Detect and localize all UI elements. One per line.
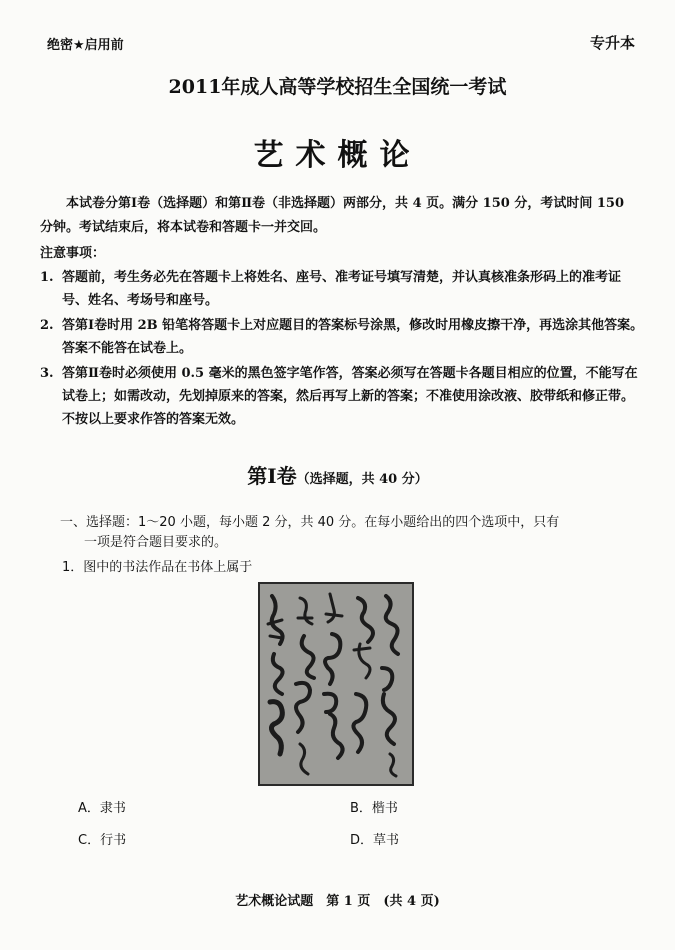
- exam-level-label: 专升本: [589, 34, 635, 52]
- section-line-1: 一、选择题：1～20 小题，每小题 2 分，共 40 分。在每小题给出的四个选项中，只有: [60, 515, 560, 530]
- section-line-2: 一项是符合题目要求的。: [84, 535, 228, 550]
- part-title-main: 第Ⅰ卷: [247, 464, 297, 488]
- part-title: [0, 460, 675, 489]
- part-title-sub: （选择题，共 40 分）: [296, 472, 428, 487]
- exam-intro: 本试卷分第Ⅰ卷（选择题）和第Ⅱ卷（非选择题）两部分，共 4 页。满分 150 分，考试时间 150 分钟。考试结束后，将本试卷和答题卡一并交回。: [40, 196, 624, 235]
- calligraphy-image: [258, 582, 414, 786]
- option-d[interactable]: D．草书: [350, 833, 400, 848]
- notes-heading: 注意事项：: [40, 246, 106, 261]
- option-c[interactable]: C．行书: [78, 833, 127, 848]
- exam-title: 2011年成人高等学校招生全国统一考试: [168, 76, 507, 98]
- note-number: 2.: [40, 318, 54, 333]
- note-item: [40, 362, 645, 431]
- confidential-label: 绝密★启用前: [47, 38, 124, 53]
- note-number: 3.: [40, 366, 54, 381]
- section-instructions: [60, 513, 640, 553]
- note-text: 答第Ⅱ卷时必须使用 0.5 毫米的黑色签字笔作答，答案必须写在答题卡各题目相应的位置，不能写在试卷上；如需改动，先划掉原来的答案，然后再写上新的答案；不准使用涂改液、胶带纸和修正带。不按以上要求作答的答案无效。: [62, 366, 638, 427]
- note-text: 答第Ⅰ卷时用 2B 铅笔将答题卡上对应题目的答案标号涂黑，修改时用橡皮擦干净，再选涂其他答案。答案不能答在试卷上。: [62, 318, 644, 356]
- note-item: [40, 314, 645, 360]
- calligraphy-strokes: [260, 584, 412, 784]
- note-text: 答题前，考生务必先在答题卡上将姓名、座号、准考证号填写清楚，并认真核准条形码上的准考证号、姓名、考场号和座号。: [62, 270, 622, 308]
- note-number: 1.: [40, 270, 54, 285]
- option-b[interactable]: B．楷书: [350, 801, 398, 816]
- question-stem: 1．图中的书法作品在书体上属于: [62, 560, 253, 575]
- subject-title: 艺术概论: [253, 138, 422, 173]
- note-item: [40, 266, 645, 312]
- page-footer: 艺术概论试题 第 1 页 (共 4 页): [235, 894, 440, 909]
- option-a[interactable]: A．隶书: [78, 801, 126, 816]
